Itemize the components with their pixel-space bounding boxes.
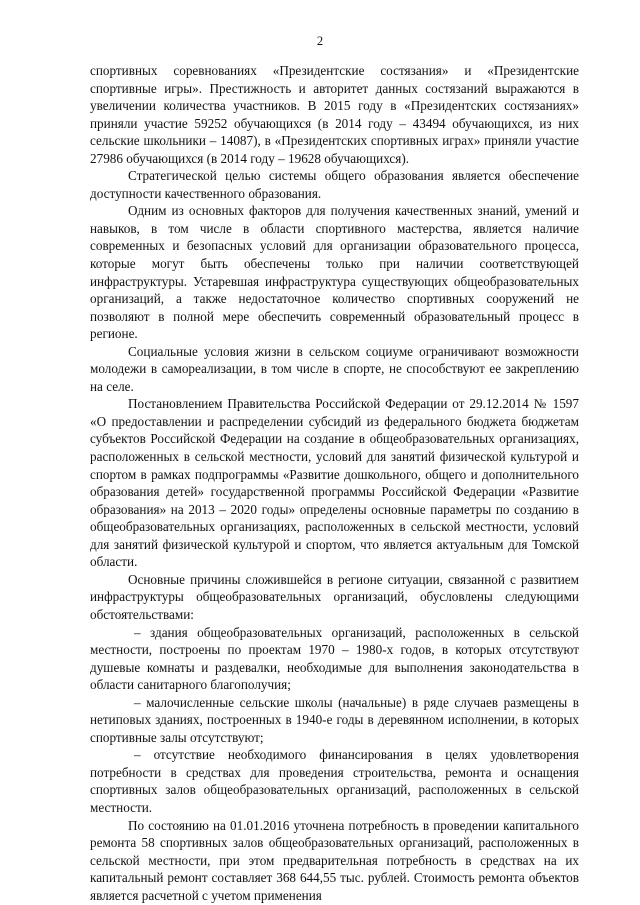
list-item-small-schools: – малочисленные сельские школы (начальные) в ряде случаев размещены в нетиповых зданиях, построенных в 1940-е годы в деревянном исполнении, в которых спортивные залы отсутствуют; xyxy=(90,694,579,745)
paragraph-strategic-goal: Стратегической целью системы общего образования является обеспечение доступности качественного образования. xyxy=(90,168,579,201)
paragraph-main-causes: Основные причины сложившейся в регионе ситуации, связанной с развитием инфраструктуры общеобразовательных организаций, обусловлены следующими обстоятельствами: xyxy=(90,571,579,622)
paragraph-infrastructure-factors: Одним из основных факторов для получения качественных знаний, умений и навыков, в том числе в области спортивного мастерства, является наличие современных и безопасных условий для организации образовательного процесса, которые могут быть обеспечены только при наличии соответствующей инфраструктуры. Устаревшая инфраструктура существующих общеобразовательных организаций, а также недостаточное количество спортивных сооружений не позволяют в полной мере обеспечить современный образовательный процесс в регионе. xyxy=(90,203,579,342)
paragraph-social-conditions: Социальные условия жизни в сельском социуме ограничивают возможности молодежи в самореализации, в том числе в спорте, не способствуют ее закреплению на селе. xyxy=(90,343,579,394)
list-item-buildings: – здания общеобразовательных организаций, расположенных в сельской местности, построены по проектам 1970 – 1980-х годов, в которых отсутствуют душевые комнаты и раздевалки, необходимые для выполнения законодательства в области санитарного благополучия; xyxy=(90,624,579,693)
paragraph-government-resolution: Постановлением Правительства Российской Федерации от 29.12.2014 № 1597 «О предоставлении и распределении субсидий из федерального бюджета бюджетам субъектов Российской Федерации на создание в общеобразовательных организациях, расположенных в сельской местности, условий для занятий физической культурой и спортом в рамках подпрограммы «Развитие дошкольного, общего и дополнительного образования детей» государственной программы Российской Федерации «Развитие образования» на 2013 – 2020 годы» определены основные параметры по созданию в общеобразовательных организациях, расположенных в сельской местности, условий для занятий физической культурой и спортом, что является актуальным для Томской области. xyxy=(90,396,579,570)
paragraph-competitions-continued: спортивных соревнованиях «Президентские состязания» и «Президентские спортивные игры». Престижность и авторитет данных состязаний выражаются в увеличении количества участников. В 2015 году в «Президентских состязаниях» приняли участие 59252 обучающихся (в 2014 году – 43494 обучающихся, из них сельские школьники – 14087), в «Президентских спортивных играх» приняли участие 27986 обучающихся (в 2014 году – 19628 обучающихся). xyxy=(90,63,579,166)
page-number: 2 xyxy=(316,34,324,48)
paragraph-repair-needs: По состоянию на 01.01.2016 уточнена потребность в проведении капитального ремонта 58 спортивных залов общеобразовательных организаций, расположенных в сельской местности, при этом предварительная потребность в средствах на их капитальный ремонт составляет 368 644,55 тыс. рублей. Стоимость ремонта объектов является расчетной с учетом применения xyxy=(90,817,579,903)
document-body xyxy=(90,62,579,904)
list-item-funding: – отсутствие необходимого финансирования в целях удовлетворения потребности в средствах для проведения строительства, ремонта и оснащения спортивных залов общеобразовательных организаций, расположенных в сельской местности. xyxy=(90,747,579,815)
